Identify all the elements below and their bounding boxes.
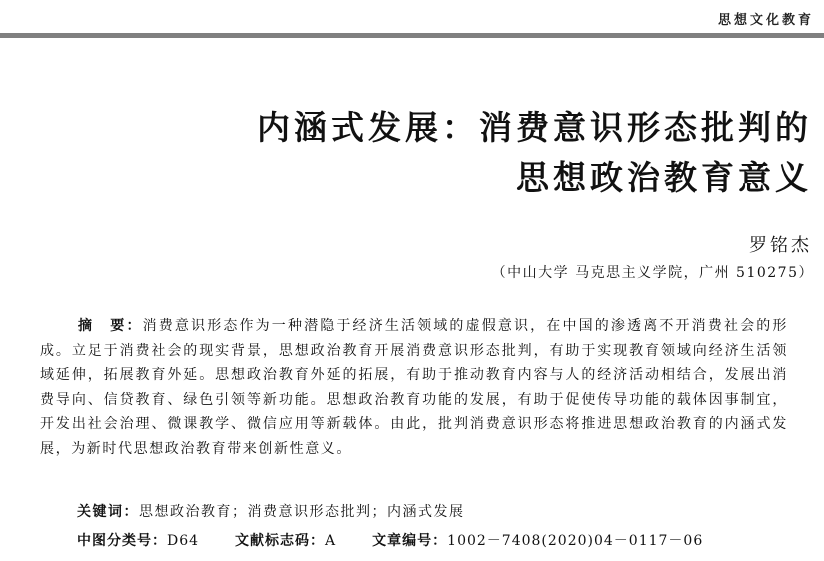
author-affiliation: （中山大学 马克思主义学院，广州 510275）	[491, 265, 814, 281]
doc-code-value: A	[325, 533, 337, 549]
abstract-text: 消费意识形态作为一种潜隐于经济生活领域的虚假意识，在中国的渗透离不开消费社会的形成。立足于消费社会的现实背景，思想政治教育开展消费意识形态批判，有助于实现教育领域向经济生活领域延伸，拓展教育外延。思想政治教育外延的拓展，有助于推动教育内容与人的经济活动相结合，发展出消费导向、信贷教育、绿色引领等新功能。思想政治教育功能的发展，有助于促使传导功能的载体因事制宜，开发出社会治理、微课教学、微信应用等新载体。由此，批判消费意识形态将推进思想政治教育的内涵式发展，为新时代思想政治教育带来创新性意义。	[40, 318, 789, 457]
keywords-label: 关键词：	[77, 504, 139, 520]
abstract-label: 摘 要：	[78, 318, 143, 334]
classification-line	[77, 530, 703, 550]
keywords-text: 思想政治教育；消费意识形态批判；内涵式发展	[139, 504, 465, 520]
running-head: 思想文化教育	[717, 13, 814, 28]
keywords	[77, 501, 465, 521]
doc-code-label: 文献标志码：	[235, 533, 326, 549]
clc-label: 中图分类号：	[77, 533, 167, 549]
article-no-label: 文章编号：	[372, 533, 448, 549]
article-no-value: 1002－7408(2020)04－0117－06	[447, 533, 704, 549]
abstract	[40, 314, 788, 461]
author-name: 罗铭杰	[749, 235, 812, 256]
article-title-line-1: 内涵式发展：消费意识形态批判的	[257, 108, 812, 147]
header-rule	[0, 33, 824, 38]
article-title-line-2: 思想政治教育意义	[516, 158, 812, 197]
clc-value: D64	[167, 533, 200, 549]
